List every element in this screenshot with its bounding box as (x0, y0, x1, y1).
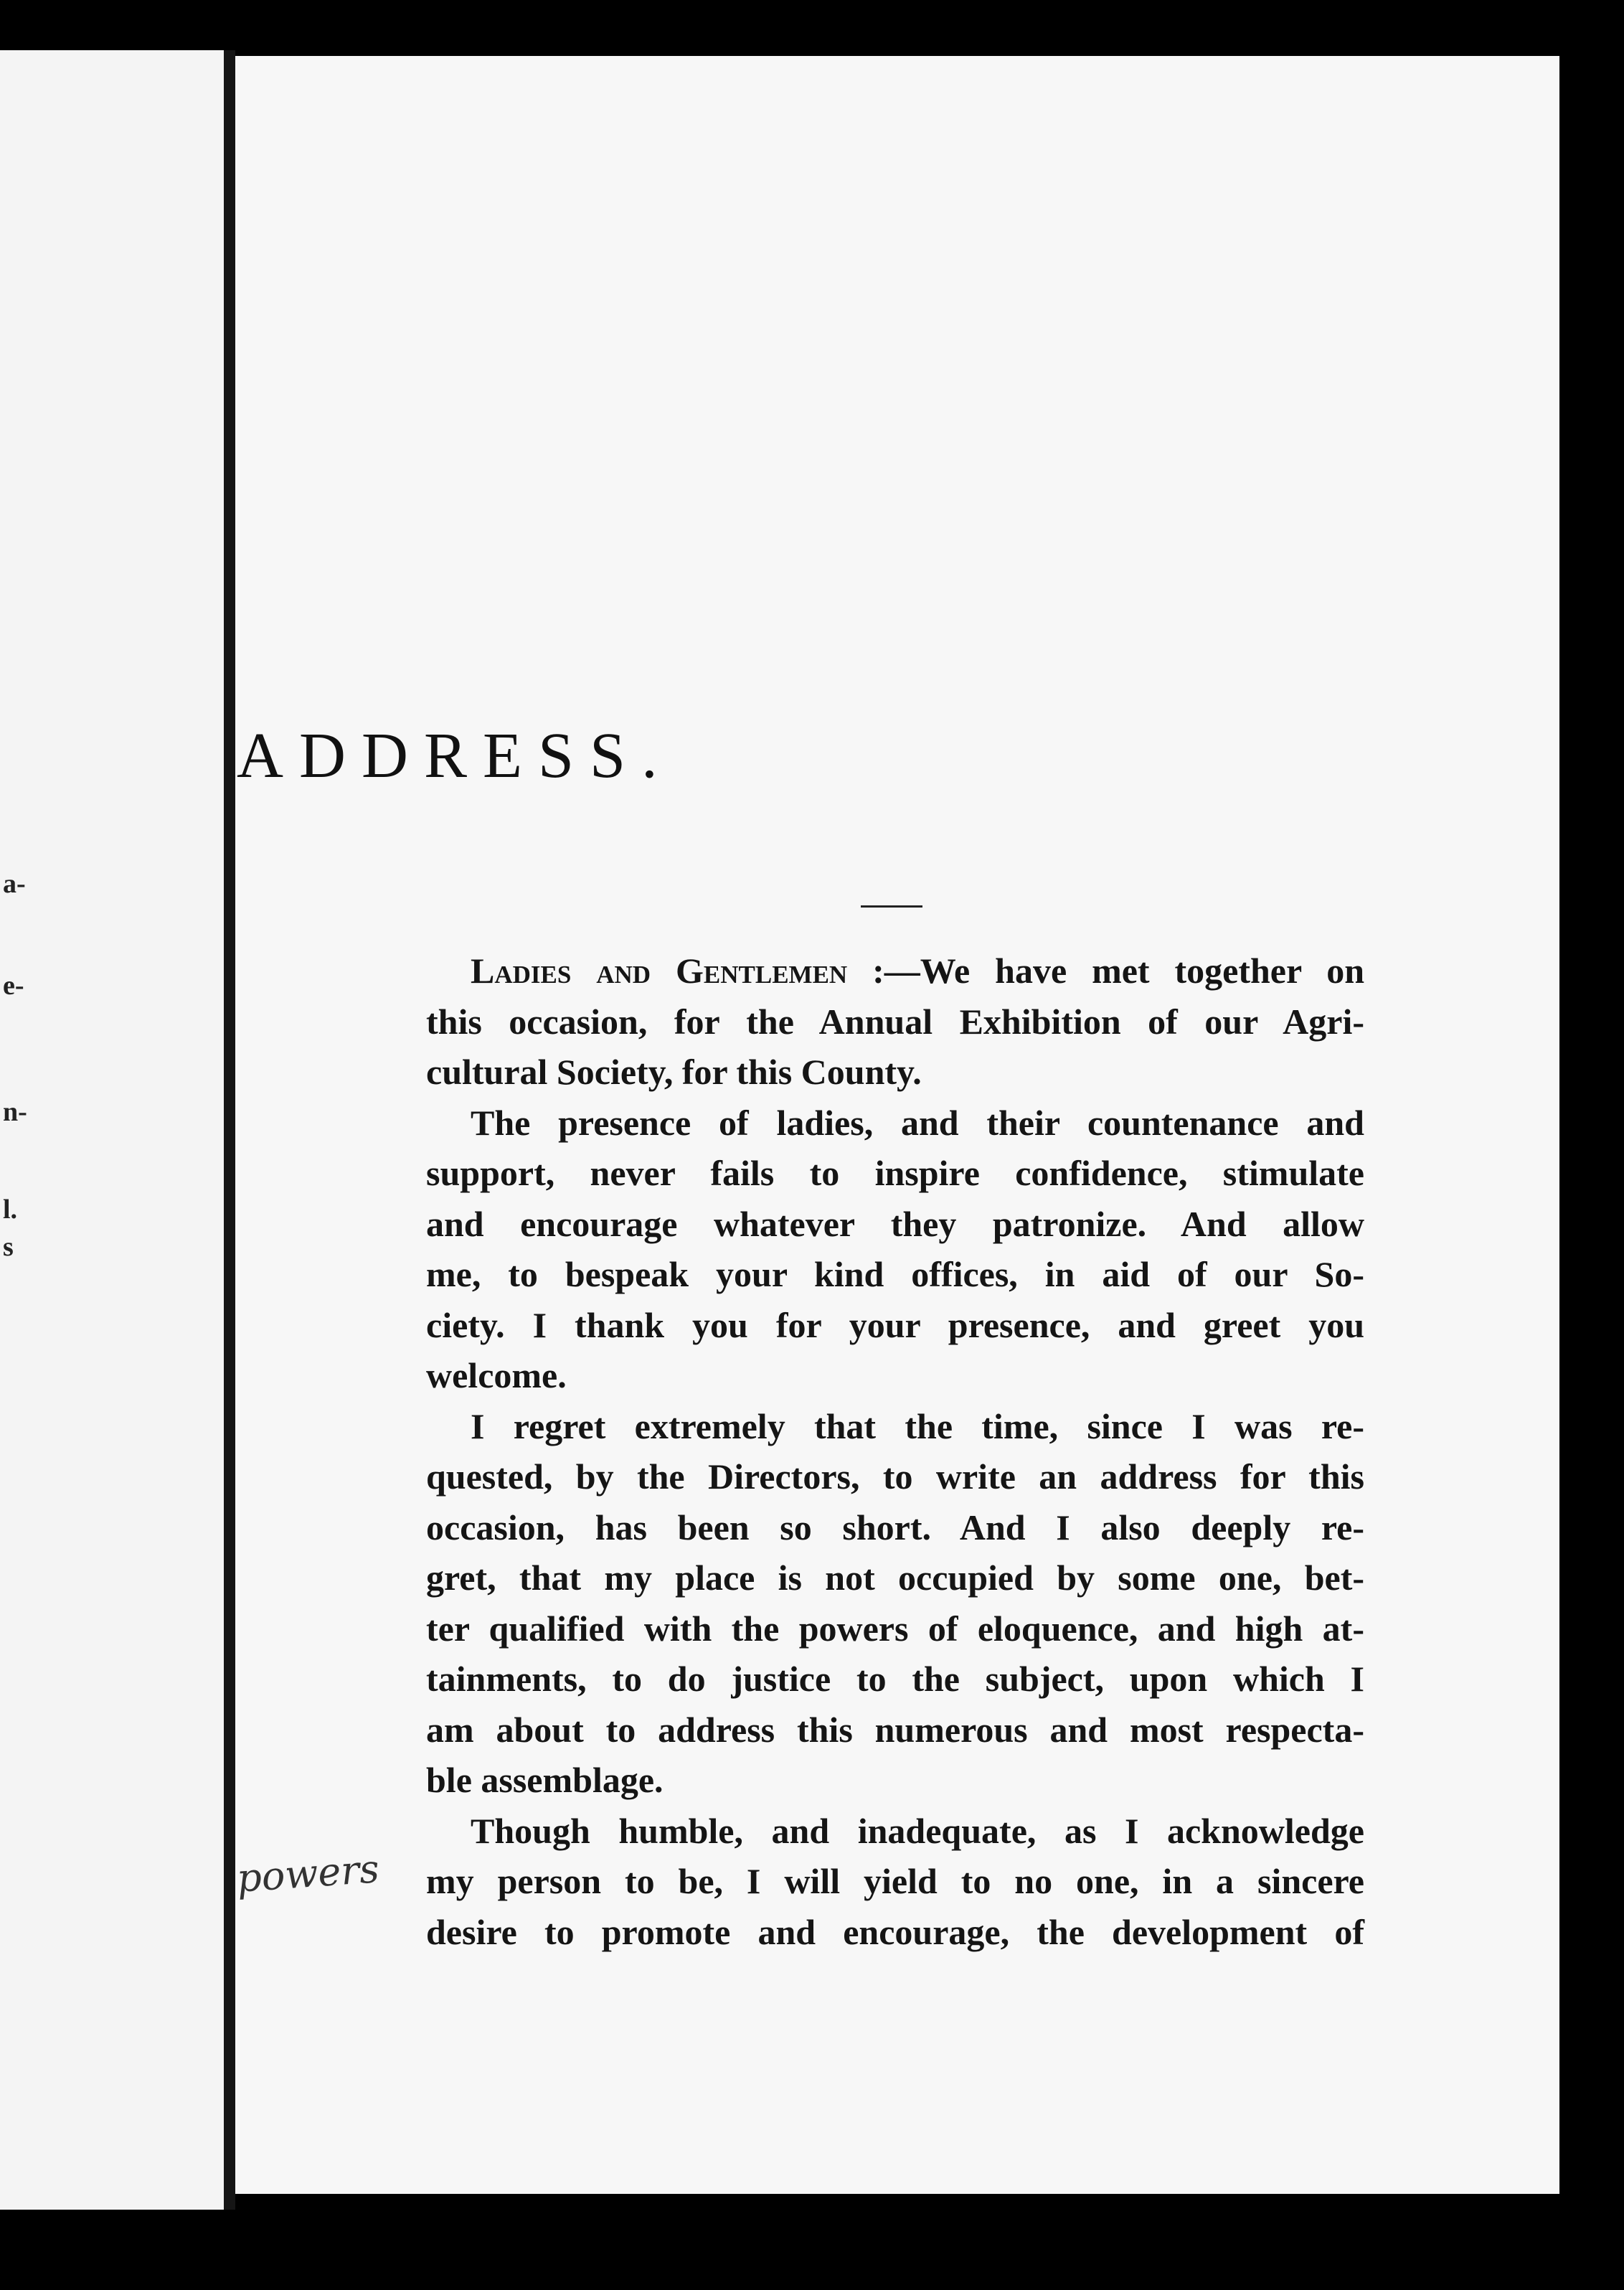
fragment-5: s (3, 1232, 14, 1262)
text-line: welcome. (426, 1355, 567, 1395)
body-text (426, 946, 1364, 1957)
text-line: cultural Society, for this County. (426, 1052, 922, 1092)
text-line: gret, that my place is not occupied by some one, bet- (426, 1558, 1364, 1598)
fragment-3: n- (3, 1097, 27, 1127)
text-line: desire to promote and encourage, the development of (426, 1911, 1364, 1952)
text-line: ter qualified with the powers of eloquence, and high at- (426, 1608, 1364, 1649)
page-heading: ADDRESS. (237, 720, 674, 791)
paragraph-3 (426, 1401, 1364, 1806)
text-line: The presence of ladies, and their countenance and (471, 1102, 1364, 1143)
facing-page-text-fragments (3, 50, 32, 2210)
text-line: this occasion, for the Annual Exhibition of our Agri- (426, 1001, 1364, 1042)
text-line: support, never fails to inspire confidence, stimulate (426, 1153, 1364, 1193)
text-line: I regret extremely that the time, since I was re- (471, 1405, 1364, 1446)
paragraph-4 (426, 1806, 1364, 1958)
paragraph-2 (426, 1098, 1364, 1401)
text-line: quested, by the Directors, to write an address for this (426, 1456, 1364, 1497)
facing-page (0, 50, 228, 2210)
text-line: ble assemblage. (426, 1760, 664, 1800)
text-line: am about to address this numerous and most respecta- (426, 1709, 1364, 1750)
text-line: my person to be, I will yield to no one, in a sincere (426, 1861, 1364, 1901)
text-line: Though humble, and inadequate, as I acknowledge (471, 1810, 1364, 1851)
fragment-1: a- (3, 869, 26, 899)
paragraph-1 (426, 946, 1364, 1098)
salutation: Ladies and Gentlemen (471, 951, 848, 991)
page-edge (1559, 56, 1624, 2194)
handwritten-margin-note: powers (235, 1846, 381, 1901)
text-line: and encourage whatever they patronize. And allow (426, 1203, 1364, 1244)
text-line: occasion, has been so short. And I also deeply re- (426, 1507, 1364, 1547)
heading-rule (861, 905, 922, 908)
text-line: tainments, to do justice to the subject, upon which I (426, 1659, 1364, 1699)
text-line: ciety. I thank you for your presence, and greet you (426, 1304, 1364, 1345)
text-line (426, 946, 1364, 996)
fragment-2: e- (3, 971, 24, 1001)
fragment-4: l. (3, 1195, 18, 1225)
book-gutter (224, 50, 235, 2210)
salutation-rest: :—We have met together on (847, 951, 1364, 991)
text-line: me, to bespeak your kind offices, in aid of our So- (426, 1254, 1364, 1294)
